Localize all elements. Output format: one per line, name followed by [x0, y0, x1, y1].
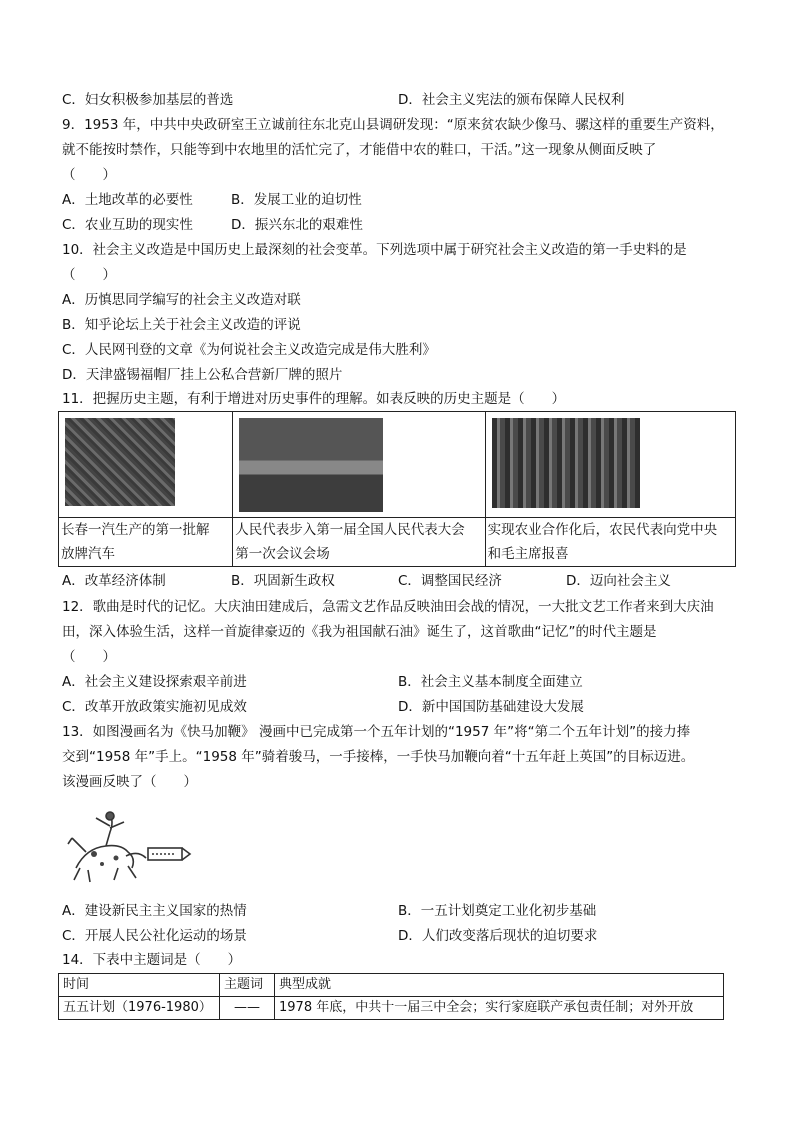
congress-photo: [239, 418, 383, 512]
q11-photo-cell-2: [233, 412, 485, 518]
q13-option-a: A．建设新民主主义国家的热情: [62, 903, 247, 919]
q12-option-c: C．改革开放政策实施初见成效: [62, 699, 247, 715]
q14-header-theme: 主题词: [220, 974, 275, 997]
q10-option-b: B．知乎论坛上关于社会主义改造的评说: [62, 317, 301, 333]
q12-stem-line1: 12．歌曲是时代的记忆。大庆油田建成后，急需文艺作品反映油田会战的情况，一大批文艺工作者来到大庆油: [62, 599, 714, 615]
q8-option-d: D．社会主义宪法的颁布保障人民权利: [398, 92, 625, 108]
q9-stem-line1: 9．1953 年，中共中央政研室王立诚前往东北克山县调研发现：“原来贫农缺少像马、骡这样的重要生产资料，: [62, 117, 724, 133]
q11-photo-cell-3: [485, 412, 735, 518]
q13-stem-line2: 交到“1958 年”手上。“1958 年”骑着骏马，一手接棒，一手快马加鞭向着“十五年赶上英国”的目标迈进。: [62, 749, 695, 765]
q9-paren: （ ）: [62, 167, 116, 183]
q12-option-d: D．新中国国防基础建设大发展: [398, 699, 584, 715]
q12-stem-line2: 田，深入体验生活，这样一首旋律豪迈的《我为祖国献石油》诞生了，这首歌曲“记忆”的时代主题是: [62, 624, 657, 640]
q11-option-c: C．调整国民经济: [398, 573, 502, 589]
q13-stem-line1: 13．如图漫画名为《快马加鞭》 漫画中已完成第一个五年计划的“1957 年”将“第二个五年计划”的接力捧: [62, 724, 691, 740]
q14-cell-time: 五五计划（1976-1980）: [59, 997, 220, 1020]
q10-stem: 10．社会主义改造是中国历史上最深刻的社会变革。下列选项中属于研究社会主义改造的第一手史料的是: [62, 242, 687, 258]
q12-option-b: B．社会主义基本制度全面建立: [398, 674, 583, 690]
q13-option-b: B．一五计划奠定工业化初步基础: [398, 903, 597, 919]
q12-option-a: A．社会主义建设探索艰辛前进: [62, 674, 247, 690]
q14-table: [58, 973, 724, 1020]
q8-option-c: C．妇女积极参加基层的普选: [62, 92, 234, 108]
q10-paren: （ ）: [62, 267, 116, 283]
q9-option-c: C．农业互助的现实性: [62, 217, 193, 233]
q9-option-a: A．土地改革的必要性: [62, 192, 193, 208]
q11-stem: 11．把握历史主题，有利于增进对历史事件的理解。如表反映的历史主题是（ ）: [62, 391, 566, 407]
q12-paren: （ ）: [62, 649, 116, 665]
q14-header-time: 时间: [59, 974, 220, 997]
q11-caption-1: 长春一汽生产的第一批解 放牌汽车: [59, 518, 233, 567]
farmers-photo: [492, 418, 640, 508]
q10-option-a: A．历慎思同学编写的社会主义改造对联: [62, 292, 301, 308]
q11-photo-table: [58, 411, 736, 567]
car-photo: [65, 418, 175, 506]
q11-option-b: B．巩固新生政权: [231, 573, 335, 589]
q9-stem-line2: 就不能按时禁作，只能等到中农地里的活忙完了，才能借中农的鞋口，干活。”这一现象从侧面反映了: [62, 142, 657, 158]
q14-stem: 14．下表中主题词是（ ）: [62, 952, 242, 968]
q13-stem-line3: 该漫画反映了（ ）: [62, 774, 197, 790]
q11-photo-cell-1: [59, 412, 233, 518]
q11-option-a: A．改革经济体制: [62, 573, 166, 589]
q13-option-c: C．开展人民公社化运动的场景: [62, 928, 247, 944]
q9-option-b: B．发展工业的迫切性: [231, 192, 362, 208]
q14-cell-theme: ——: [220, 997, 275, 1020]
q9-option-d: D．振兴东北的艰难性: [231, 217, 363, 233]
q14-header-achievement: 典型成就: [275, 974, 724, 997]
q11-caption-2: 人民代表步入第一届全国人民代表大会 第一次会议会场: [233, 518, 485, 567]
q11-option-d: D．迈向社会主义: [566, 573, 671, 589]
q10-option-c: C．人民网刊登的文章《为何说社会主义改造完成是伟大胜利》: [62, 342, 436, 358]
q14-cell-achievement: 1978 年底，中共十一届三中全会；实行家庭联产承包责任制；对外开放: [275, 997, 724, 1020]
kuai-ma-jia-bian-cartoon: [66, 808, 194, 884]
q10-option-d: D．天津盛锡福帽厂挂上公私合营新厂牌的照片: [62, 367, 343, 383]
q13-option-d: D．人们改变落后现状的迫切要求: [398, 928, 598, 944]
q11-caption-3: 实现农业合作化后，农民代表向党中央 和毛主席报喜: [485, 518, 735, 567]
